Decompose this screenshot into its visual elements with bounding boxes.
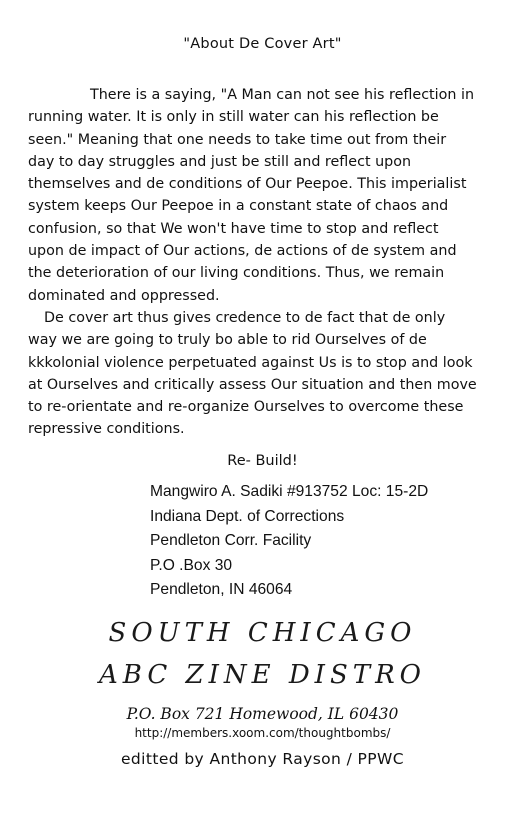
essay-line: themselves and de conditions of Our Peepoe. This imperialist: [28, 176, 467, 193]
address-name: Mangwiro A. Sadiki #913752 Loc: 15-2D: [150, 483, 429, 500]
essay-line: at Ourselves and critically assess Our situation and then move: [28, 376, 477, 393]
essay-line: system keeps Our Peepoe in a constant state of chaos and: [28, 198, 449, 215]
essay-line: kkkolonial violence perpetuated against Us is to stop and look: [28, 354, 473, 371]
editor-credit: editted by Anthony Rayson / PPWC: [120, 750, 404, 768]
essay-line: repressive conditions.: [28, 421, 185, 438]
rebuild-heading: Re- Build!: [227, 453, 298, 469]
address-facility: Pendleton Corr. Facility: [150, 532, 312, 550]
address-city: Pendleton, IN 46064: [150, 581, 293, 599]
essay-line: day to day struggles and just be still and reflect upon: [28, 153, 412, 170]
essay-body: [28, 84, 510, 441]
essay-line: confusion, so that We won't have time to stop and reflect: [28, 220, 439, 237]
essay-line: running water. It is only in still water can his reflection be: [28, 109, 439, 126]
distro-name-line2: ABC ZINE DISTRO: [98, 660, 426, 690]
distro-po-box: P.O. Box 721 Homewood, IL 60430: [126, 705, 399, 723]
address-dept: Indiana Dept. of Corrections: [150, 507, 345, 525]
essay-line: to re-orientate and re-organize Ourselves to overcome these: [28, 399, 464, 416]
essay-line: upon de impact of Our actions, de actions of de system and: [28, 243, 457, 260]
essay-line: the deterioration of our living conditions. Thus, we remain: [28, 265, 445, 282]
distro-url: http://members.xoom.com/thoughtbombs/: [134, 726, 391, 740]
essay-line: De cover art thus gives credence to de fact that de only: [44, 309, 446, 326]
page-title: "About De Cover Art": [183, 36, 342, 52]
essay-line: way we are going to truly bo able to rid Ourselves of de: [28, 332, 427, 349]
essay-line: dominated and oppressed.: [28, 287, 220, 304]
address-box: P.O .Box 30: [150, 556, 233, 574]
essay-line: There is a saying, "A Man can not see his reflection in: [90, 87, 475, 103]
distro-name-line1: SOUTH CHICAGO: [108, 618, 417, 648]
mailing-address: [150, 480, 428, 603]
essay-line: seen." Meaning that one needs to take time out from their: [28, 131, 447, 148]
